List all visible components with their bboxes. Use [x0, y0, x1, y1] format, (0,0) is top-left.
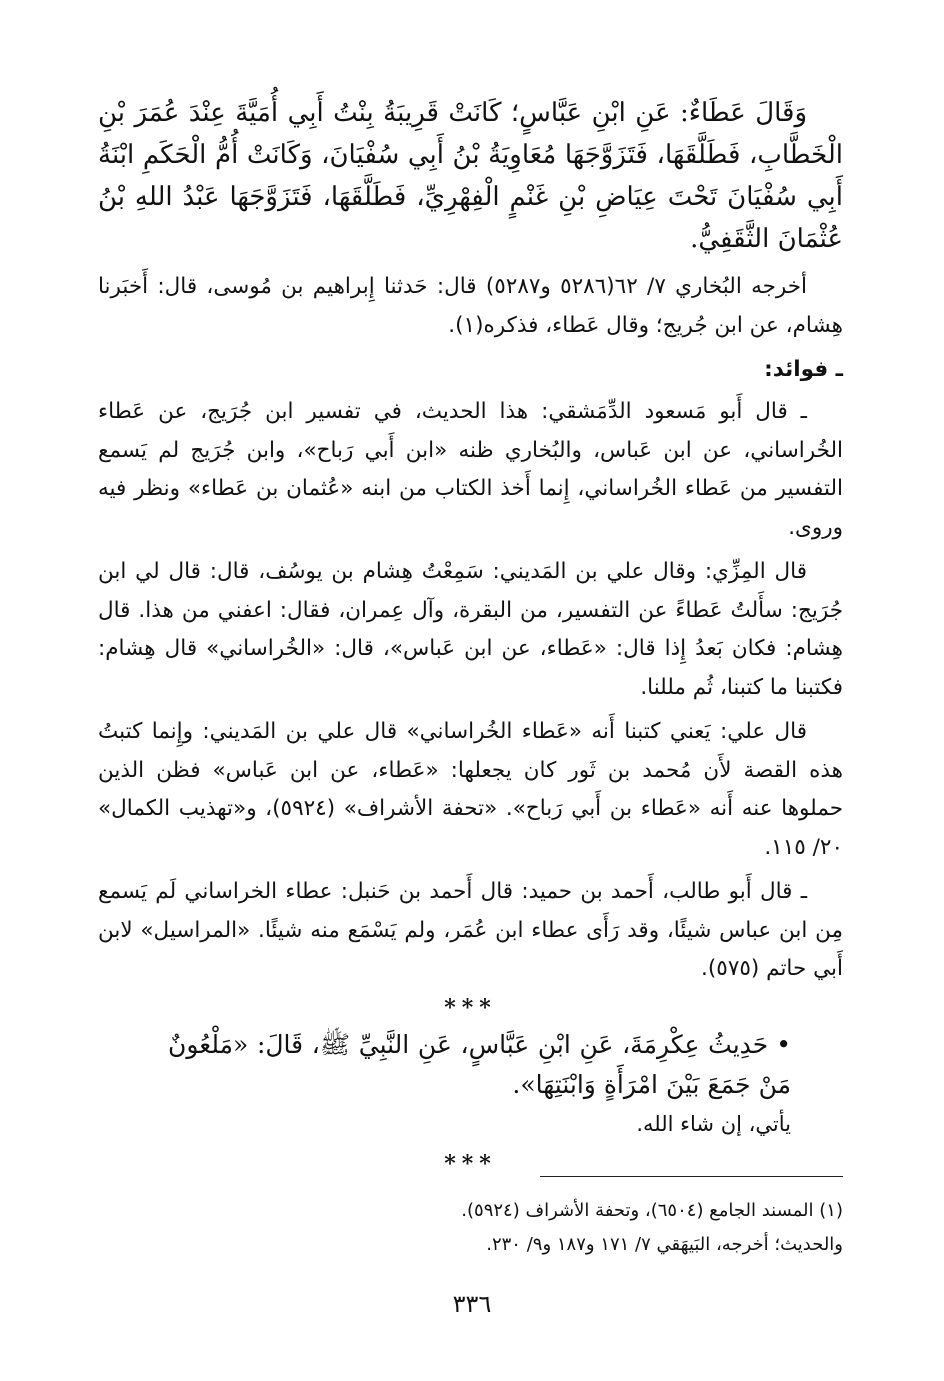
takhrij-paragraph: أخرجه البُخاري ٧/ ٦٢(٥٢٨٦ و٥٢٨٧) قال: حَدثنا إِبراهيم بن مُوسى، قال: أَخبَرنا هِشام، عن ابن جُريج؛ وقال عَطاء، فذكره(١).	[98, 274, 843, 338]
next-hadith	[168, 1025, 791, 1105]
next-hadith-note: يأتي، إن شاء الله.	[636, 1111, 791, 1136]
next-hadith-text: حَدِيثُ عِكْرِمَةَ، عَنِ ابْنِ عَبَّاسٍ، عَنِ النَّبِيِّ ﷺ، قَالَ: «مَلْعُونٌ مَنْ جَمَعَ بَيْنَ امْرَأَةٍ وَابْنَتِهَا».	[168, 1029, 791, 1099]
footnotes	[98, 1194, 843, 1262]
section-separator: ***	[444, 994, 497, 1021]
commentary-paragraph: ـ قال أَبو طالب، أَحمد بن حميد: قال أَحمد بن حَنبل: عطاء الخراساني لَم يَسمع مِن ابن عباس شيئًا، وقد رَأَى عطاء ابن عُمَر، ولم يَسْمَع منه شيئًا. «المراسيل» لابن أَبي حاتم (٥٧٥).	[98, 879, 843, 981]
footnote-line: والحديث؛ أخرجه، البَيهَقي ٧/ ١٧١ و١٨٧ و٩/ ٢٣٠.	[486, 1234, 843, 1255]
page-body	[98, 92, 843, 1181]
commentary-paragraph: قال المِزِّي: وقال علي بن المَديني: سَمِعْتُ هِشام بن يوسُف، قال: قال لي ابن جُرَيج: سأَلتُ عَطاءً عن التفسير، من البقرة، وآل عِمران، فقال: اعفني من هذا. قال هِشام: فكان بَعدُ إِذا قال: «عَطاء، عن ابن عَباس»، قال: «الخُراساني» قال هِشام: فكتبنا ما كتبنا، ثُم مللنا.	[98, 559, 843, 700]
commentary-paragraph: قال علي: يَعني كتبنا أَنه «عَطاء الخُراساني» قال علي بن المَديني: وإِنما كتبتُ هذه القصة لأَن مُحمد بن ثَور كان يجعلها: «عَطاء، عن ابن عَباس» فظن الذين حملوها عنه أَنه «عَطاء بن أَبي رَباح». «تحفة الأشراف» (٥٩٢٤)، و«تهذيب الكمال» ٢٠/ ١١٥.	[98, 719, 843, 860]
page-number: ٣٣٦	[452, 1290, 492, 1318]
commentary-paragraph: ـ قال أَبو مَسعود الدِّمَشقي: هذا الحديث، في تفسير ابن جُرَيج، عن عَطاء الخُراساني، عن ابن عَباس، والبُخاري ظنه «ابن أَبي رَباح»، وابن جُرَيج لم يَسمع التفسير من عَطاء الخُراساني، إِنما أَخذ الكتاب من ابنه «عُثمان بن عَطاء» ونظر فيه وروى.	[98, 399, 843, 540]
fawaid-heading: ـ فوائد:	[764, 357, 843, 382]
section-separator: ***	[444, 1150, 497, 1177]
bullet-icon: •	[776, 1029, 791, 1059]
next-hadith-block	[168, 1025, 791, 1143]
footnote-line: (١) المسند الجامع (٦٥٠٤)، وتحفة الأشراف (٥٩٢٤).	[461, 1200, 843, 1221]
footnote-divider	[540, 1176, 843, 1177]
hadith-text: وَقَالَ عَطَاءٌ: عَنِ ابْنِ عَبَّاسٍ؛ كَانَتْ قَرِيبَةُ بِنْتُ أَبِي أُمَيَّةَ عِنْدَ عُمَرَ بْنِ الْخَطَّابِ، فَطَلَّقَهَا، فَتَزَوَّجَهَا مُعَاوِيَةُ بْنُ أَبِي سُفْيَانَ، وَكَانَتْ أُمُّ الْحَكَمِ ابْنَةُ أَبِي سُفْيَانَ تَحْتَ عِيَاضِ بْنِ غَنْمٍ الْفِهْرِيِّ، فَطَلَّقَهَا، فَتَزَوَّجَهَا عَبْدُ اللهِ بْنُ عُثْمَانَ الثَّقَفِيُّ.	[98, 98, 843, 254]
